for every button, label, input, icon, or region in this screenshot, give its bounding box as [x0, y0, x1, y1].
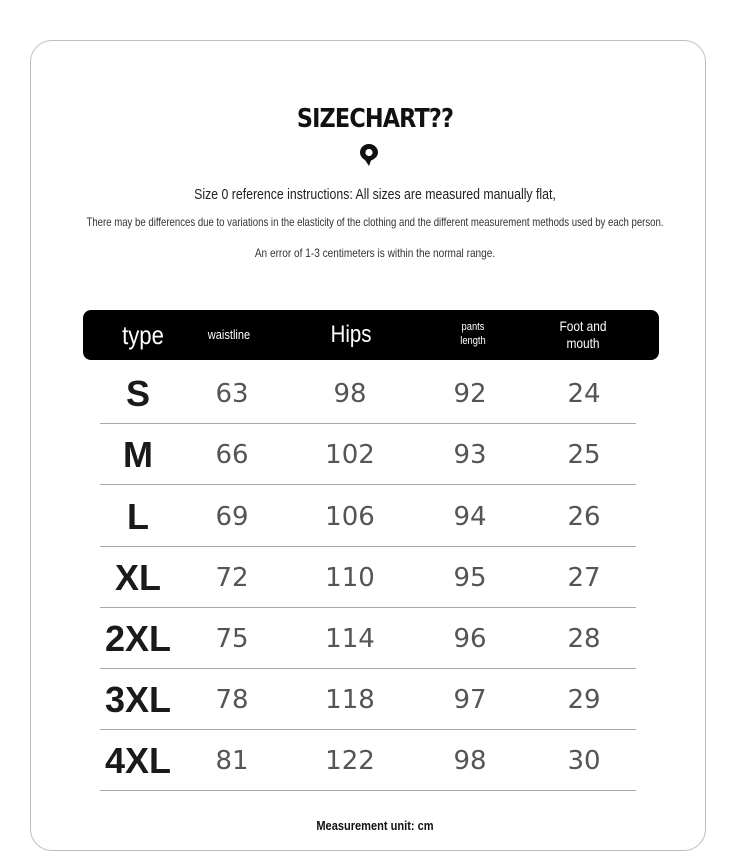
intro-line-3: An error of 1-3 centimeters is within the normal range.	[254, 246, 496, 260]
foot-and-mouth-value: 29	[567, 684, 601, 715]
size-label: 4XL	[104, 739, 172, 781]
measurement-unit-note: Measurement unit: cm	[316, 818, 434, 833]
size-label: XL	[114, 556, 161, 598]
size-label: 2XL	[104, 617, 172, 659]
size-label: 3XL	[104, 678, 172, 720]
waistline-value: 69	[215, 501, 249, 532]
waistline-value: 66	[215, 439, 249, 470]
pants-length-value: 92	[453, 378, 487, 409]
size-label: L	[127, 495, 149, 537]
header-foot-and-mouth-label: Foot and mouth	[559, 317, 607, 351]
pants-length-value: 97	[453, 684, 487, 715]
table-header	[83, 310, 659, 360]
waistline-value: 72	[215, 562, 249, 593]
pants-length-value: 94	[453, 501, 487, 532]
table-row	[100, 486, 636, 547]
hips-value: 98	[333, 378, 367, 409]
table-row	[100, 608, 636, 669]
hips-value: 122	[325, 745, 375, 776]
header-waistline: waistline	[207, 326, 251, 342]
foot-and-mouth-value: 30	[567, 745, 601, 776]
header-foot-and-mouth	[545, 310, 622, 360]
row-divider	[100, 484, 636, 485]
row-divider	[100, 790, 636, 791]
table-row	[100, 547, 636, 608]
foot-and-mouth-value: 27	[567, 562, 601, 593]
pants-length-value: 98	[453, 745, 487, 776]
foot-and-mouth-value: 26	[567, 501, 601, 532]
waistline-value: 75	[215, 623, 249, 654]
hips-value: 114	[325, 623, 375, 654]
foot-and-mouth-value: 28	[567, 623, 601, 654]
header-pants-length	[439, 310, 507, 360]
hips-value: 102	[325, 439, 375, 470]
foot-and-mouth-value: 25	[567, 439, 601, 470]
table-row	[100, 669, 636, 730]
pants-length-value: 96	[453, 623, 487, 654]
hips-value: 106	[325, 501, 375, 532]
waistline-value: 63	[215, 378, 249, 409]
waistline-value: 81	[215, 745, 249, 776]
header-pants-length-label: pants length	[460, 321, 486, 347]
table-row	[100, 363, 636, 424]
pants-length-value: 93	[453, 439, 487, 470]
intro-line-2: There may be differences due to variations in the elasticity of the clothing and the different measurement methods used by each person.	[86, 215, 664, 229]
hips-value: 118	[325, 684, 375, 715]
header-type: type	[122, 319, 164, 350]
pants-length-value: 95	[453, 562, 487, 593]
size-label: S	[125, 372, 150, 414]
chart-title: SIZECHART??	[296, 104, 454, 134]
size-label: M	[123, 433, 153, 475]
hips-value: 110	[325, 562, 375, 593]
header-hips: Hips	[330, 321, 372, 348]
table-row	[100, 730, 636, 791]
intro-line-1: Size 0 reference instructions: All sizes are measured manually flat,	[194, 186, 556, 203]
location-pin-icon	[359, 143, 379, 167]
waistline-value: 78	[215, 684, 249, 715]
foot-and-mouth-value: 24	[567, 378, 601, 409]
table-row	[100, 424, 636, 485]
